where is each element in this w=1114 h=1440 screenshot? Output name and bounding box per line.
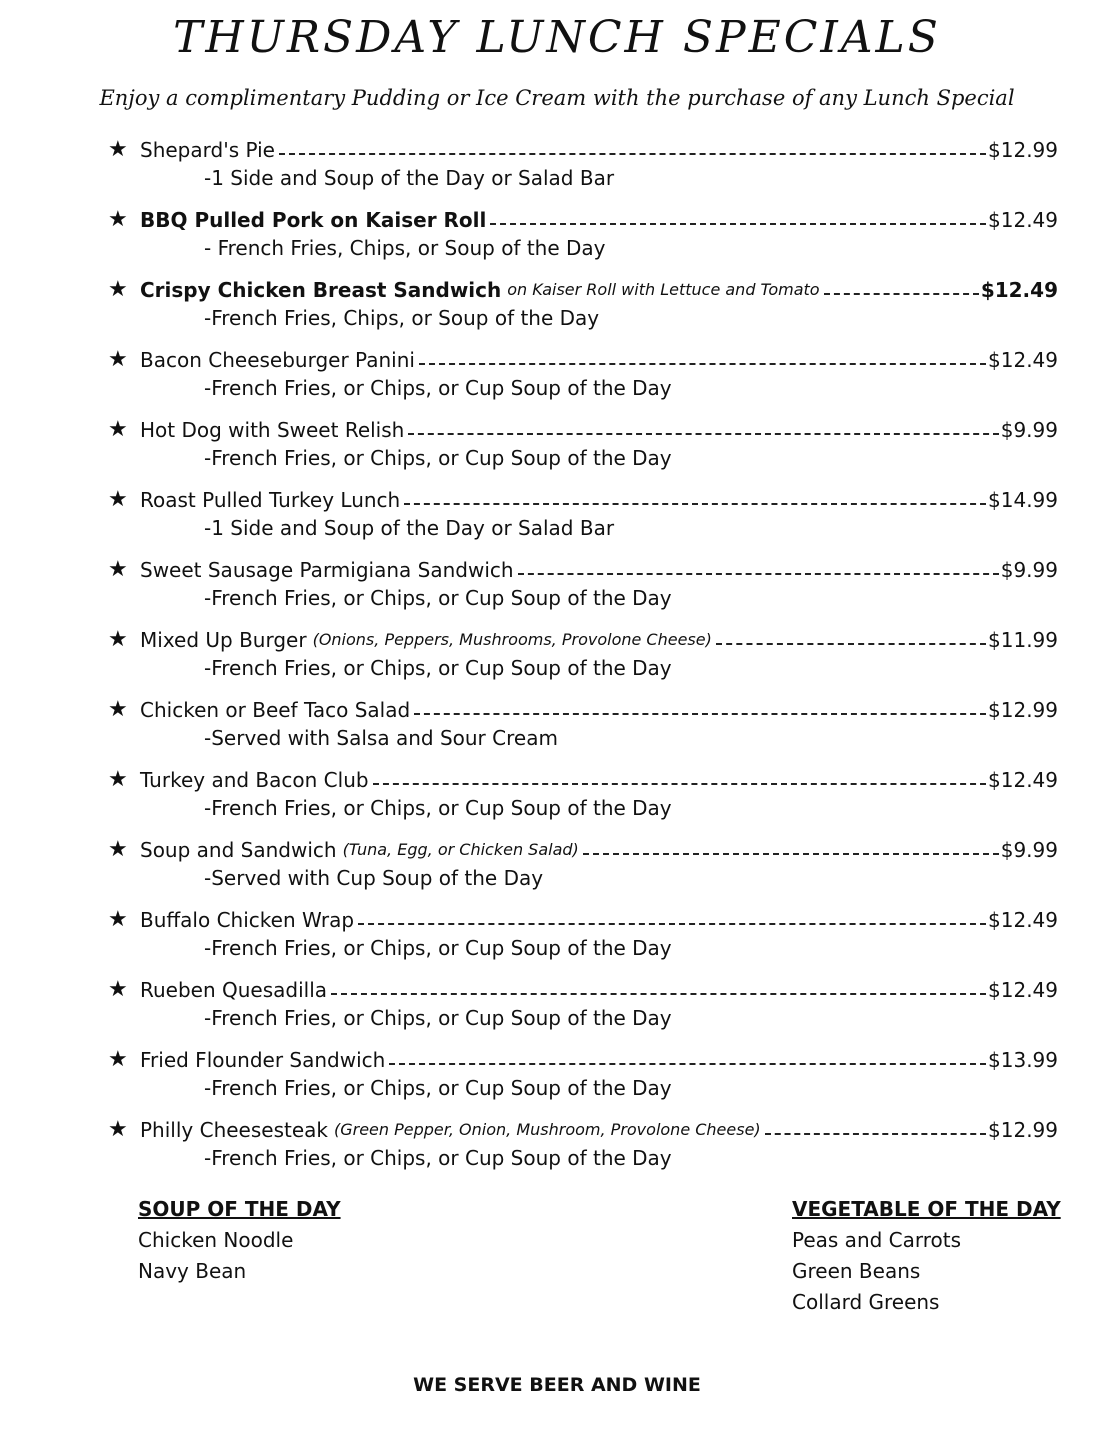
- star-icon: ★: [108, 627, 128, 652]
- item-side: -French Fries, or Chips, or Cup Soup of the Day: [204, 1146, 672, 1170]
- star-icon: ★: [108, 487, 128, 512]
- item-side: -French Fries, or Chips, or Cup Soup of the Day: [204, 796, 672, 820]
- vegetable-item: Peas and Carrots: [792, 1228, 962, 1252]
- dotted-leader: [373, 782, 986, 785]
- item-name: Hot Dog with Sweet Relish: [140, 418, 405, 442]
- dotted-leader: [419, 362, 986, 365]
- star-icon: ★: [108, 1047, 128, 1072]
- soup-item: Navy Bean: [138, 1259, 247, 1283]
- item-side: -1 Side and Soup of the Day or Salad Bar: [204, 516, 615, 540]
- menu-item: [108, 898, 1058, 968]
- item-side: -Served with Cup Soup of the Day: [204, 866, 544, 890]
- item-side: -French Fries, Chips, or Soup of the Day: [204, 306, 600, 330]
- item-price: $14.99: [988, 488, 1058, 512]
- soup-title: SOUP OF THE DAY: [138, 1197, 341, 1221]
- item-name: Chicken or Beef Taco Salad: [140, 698, 411, 722]
- item-description: on Kaiser Roll with Lettuce and Tomato: [507, 280, 820, 299]
- dotted-leader: [518, 572, 999, 575]
- dotted-leader: [490, 222, 986, 225]
- item-price: $12.49: [988, 908, 1058, 932]
- item-description: (Green Pepper, Onion, Mushroom, Provolone Cheese): [333, 1120, 761, 1139]
- item-name: Bacon Cheeseburger Panini: [140, 348, 415, 372]
- menu-item: [108, 268, 1058, 338]
- item-side: -French Fries, or Chips, or Cup Soup of the Day: [204, 656, 672, 680]
- item-price: $11.99: [988, 628, 1058, 652]
- dotted-leader: [765, 1132, 986, 1135]
- star-icon: ★: [108, 1117, 128, 1142]
- menu-item: [108, 1108, 1058, 1178]
- menu-item: [108, 618, 1058, 688]
- menu-item: [108, 548, 1058, 618]
- item-side: -French Fries, or Chips, or Cup Soup of the Day: [204, 936, 672, 960]
- item-name: Mixed Up Burger: [140, 628, 307, 652]
- menu-item: [108, 198, 1058, 268]
- item-price: $12.99: [988, 138, 1058, 162]
- item-price: $12.49: [988, 208, 1058, 232]
- star-icon: ★: [108, 417, 128, 442]
- star-icon: ★: [108, 907, 128, 932]
- item-name: Soup and Sandwich: [140, 838, 337, 862]
- dotted-leader: [716, 642, 986, 645]
- vegetable-item: Collard Greens: [792, 1290, 940, 1314]
- dotted-leader: [408, 432, 998, 435]
- item-side: -French Fries, or Chips, or Cup Soup of the Day: [204, 586, 672, 610]
- item-name: Sweet Sausage Parmigiana Sandwich: [140, 558, 514, 582]
- footer-note: WE SERVE BEER AND WINE: [413, 1374, 701, 1396]
- menu-item: [108, 828, 1058, 898]
- dotted-leader: [414, 712, 986, 715]
- menu-item: [108, 968, 1058, 1038]
- item-price: $12.49: [988, 978, 1058, 1002]
- soup-item: Chicken Noodle: [138, 1228, 294, 1252]
- item-name: Shepard's Pie: [140, 138, 275, 162]
- item-name: Turkey and Bacon Club: [140, 768, 369, 792]
- soup-of-the-day: [138, 1194, 341, 1287]
- item-name: Roast Pulled Turkey Lunch: [140, 488, 401, 512]
- item-price: $12.49: [988, 768, 1058, 792]
- dotted-leader: [279, 152, 986, 155]
- item-price: $9.99: [1000, 418, 1058, 442]
- star-icon: ★: [108, 837, 128, 862]
- vegetable-item: Green Beans: [792, 1259, 921, 1283]
- dotted-leader: [331, 992, 986, 995]
- page-subtitle: Enjoy a complimentary Pudding or Ice Cream with the purchase of any Lunch Special: [99, 86, 1015, 110]
- menu-item: [108, 758, 1058, 828]
- item-price: $12.99: [988, 1118, 1058, 1142]
- dotted-leader: [358, 922, 986, 925]
- item-price: $12.49: [980, 278, 1058, 302]
- item-name: Buffalo Chicken Wrap: [140, 908, 355, 932]
- item-description: (Tuna, Egg, or Chicken Salad): [342, 840, 579, 859]
- dotted-leader: [583, 852, 999, 855]
- item-side: -French Fries, or Chips, or Cup Soup of the Day: [204, 1076, 672, 1100]
- menu-item: [108, 128, 1058, 198]
- item-price: $12.49: [988, 348, 1058, 372]
- item-side: - French Fries, Chips, or Soup of the Day: [204, 236, 606, 260]
- menu-item: [108, 1038, 1058, 1108]
- dotted-leader: [389, 1062, 986, 1065]
- star-icon: ★: [108, 207, 128, 232]
- star-icon: ★: [108, 767, 128, 792]
- star-icon: ★: [108, 277, 128, 302]
- item-price: $9.99: [1000, 558, 1058, 582]
- item-price: $13.99: [988, 1048, 1058, 1072]
- vegetable-of-the-day: [792, 1194, 1061, 1318]
- menu-item: [108, 408, 1058, 478]
- item-side: -1 Side and Soup of the Day or Salad Bar: [204, 166, 615, 190]
- item-name: BBQ Pulled Pork on Kaiser Roll: [140, 208, 487, 232]
- item-side: -French Fries, or Chips, or Cup Soup of the Day: [204, 446, 672, 470]
- item-price: $12.99: [988, 698, 1058, 722]
- item-name: Philly Cheesesteak: [140, 1118, 328, 1142]
- item-description: (Onions, Peppers, Mushrooms, Provolone Cheese): [312, 630, 712, 649]
- page-title: THURSDAY LUNCH SPECIALS: [173, 12, 941, 63]
- menu-item: [108, 688, 1058, 758]
- vegetable-title: VEGETABLE OF THE DAY: [792, 1197, 1061, 1221]
- star-icon: ★: [108, 347, 128, 372]
- dotted-leader: [824, 292, 979, 295]
- dotted-leader: [404, 502, 986, 505]
- star-icon: ★: [108, 697, 128, 722]
- menu-list: [108, 128, 1058, 1178]
- menu-item: [108, 338, 1058, 408]
- item-side: -French Fries, or Chips, or Cup Soup of the Day: [204, 1006, 672, 1030]
- star-icon: ★: [108, 557, 128, 582]
- item-side: -Served with Salsa and Sour Cream: [204, 726, 558, 750]
- item-name: Rueben Quesadilla: [140, 978, 328, 1002]
- item-side: -French Fries, or Chips, or Cup Soup of the Day: [204, 376, 672, 400]
- item-price: $9.99: [1000, 838, 1058, 862]
- star-icon: ★: [108, 137, 128, 162]
- menu-item: [108, 478, 1058, 548]
- item-name: Fried Flounder Sandwich: [140, 1048, 386, 1072]
- item-name: Crispy Chicken Breast Sandwich: [140, 278, 502, 302]
- star-icon: ★: [108, 977, 128, 1002]
